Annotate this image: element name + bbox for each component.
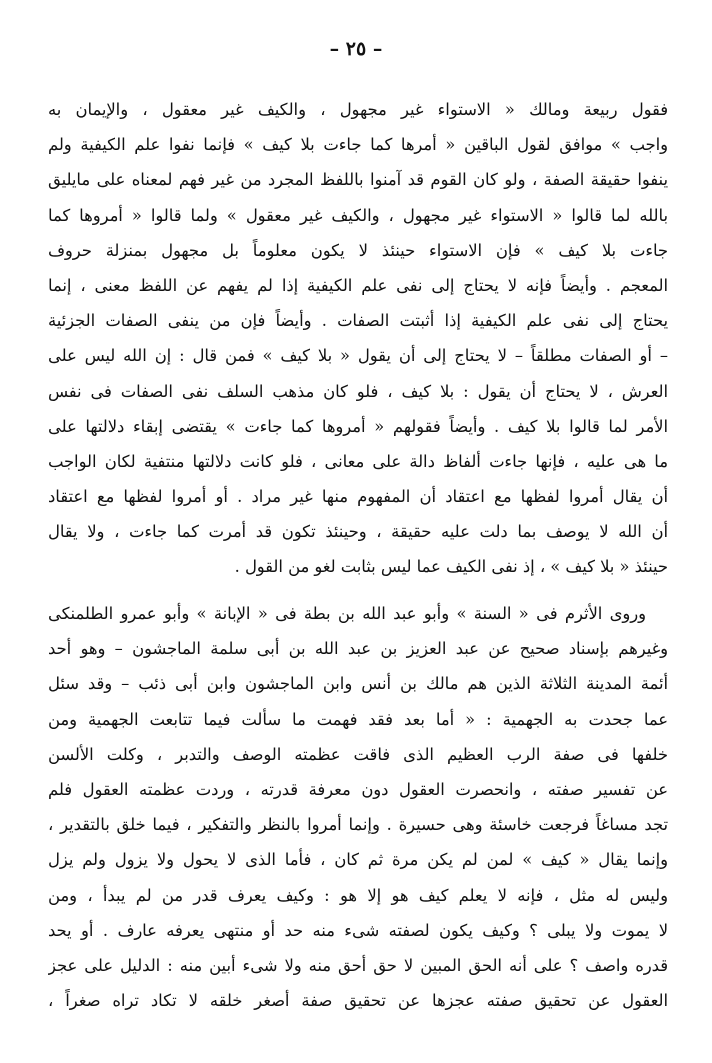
text-line: خلفها فى صفة الرب العظيم الذى فاقت عظمته الوصف والتدبر ، وكلت الألسن [48, 744, 668, 764]
text-line: وغيرهم بإسناد صحيح عن عبد العزيز بن عبد الله بن أبى سلمة الماجشون – وهو أحد [48, 639, 668, 659]
text-line: بالله لما قالوا « الاستواء غير مجهول ، والكيف غير معقول » ولما قالوا « أمروها كما [48, 205, 668, 225]
text-line: المعجم . وأيضاً فإنه لا يحتاج إلى نفى علم الكيفية إذا لم يفهم عن اللفظ معنى ، إنما [48, 275, 668, 295]
page-number: – ٢٥ – [329, 38, 383, 60]
text-line: فقول ربيعة ومالك « الاستواء غير مجهول ، والكيف غير معقول ، والإيمان به [48, 100, 668, 119]
text-line: الأمر لما قالوا بلا كيف . وأيضاً فقولهم « أمروها كما جاءت » يقتضى إبقاء دلالتها على [48, 416, 668, 436]
text-line: وإنما يقال « كيف » لمن لم يكن مرة ثم كان ، فأما الذى لا يحول ولا يزول ولم يزل [48, 850, 668, 870]
text-line: حينئذ « بلا كيف » ، إذ نفى الكيف عما ليس بثابت لغو من القول . [234, 557, 668, 577]
text-line: جاءت بلا كيف » فإن الاستواء حينئذ لا يكون معلوماً بل مجهول بمنزلة حروف [48, 240, 668, 260]
text-line: العقول عن تحقيق صفته عجزها عن تحقيق صفة أصغر خلقه لا تكاد تراه صغراً ، [48, 991, 668, 1011]
text-line: أئمة المدينة الثلاثة الذين هم مالك بن أنس وابن الماجشون وابن أبى ذئب – وقد سئل [48, 674, 668, 694]
text-line: يحتاج إلى نفى علم الكيفية إذا أثبتت الصفات . وأيضاً فإن من ينفى الصفات الجزئية [48, 311, 668, 331]
text-line: العرش ، لا يحتاج أن يقول : بلا كيف ، فلو كان مذهب السلف نفى الصفات فى نفس [48, 381, 668, 401]
text-line: عن تفسير صفته ، وانحصرت العقول دون معرفة قدرته ، وردت عظمته العقول فلم [48, 779, 668, 799]
paragraph-2 [48, 596, 668, 1018]
text-line: وليس له مثل ، فإنه لا يعلم كيف هو إلا هو : وكيف يعرف قدر من لم يبدأ ، ومن [48, 885, 668, 905]
text-line: أن يقال أمروا لفظها مع اعتقاد أن المفهوم منها غير مراد . أو أمروا لفظها مع اعتقاد [48, 487, 668, 507]
text-line: – أو الصفات مطلقاً – لا يحتاج إلى أن يقول « بلا كيف » فمن قال : إن الله ليس على [48, 346, 668, 366]
text-line: وروى الأثرم فى « السنة » وأبو عبد الله بن بطة فى « الإبانة » وأبو عمرو الطلمنكى [48, 604, 646, 623]
text-line: قدره واصف ؟ على أنه الحق المبين لا حق أحق منه ولا شىء أبين منه : الدليل على عجز [48, 955, 668, 975]
text-line: لا يموت ولا يبلى ؟ وكيف يكون لصفته شىء منه حد أو منتهى يعرفه عارف . أو يحد [48, 920, 668, 940]
text-line: تجد مساغاً فرجعت خاسئة وهى حسيرة . وإنما أمروا بالنظر والتفكير ، فيما خلق بالتقدير ، [48, 815, 668, 835]
text-line: ينفوا حقيقة الصفة ، ولو كان القوم قد آمنوا باللفظ المجرد من غير فهم لمعناه على مايليق [48, 170, 668, 190]
text-line: عما جحدت به الجهمية : « أما بعد فقد فهمت ما سألت فيما تتابعت الجهمية ومن [48, 709, 668, 729]
text-line: أن الله لا يوصف بما دلت عليه حقيقة ، وحينئذ تكون قد أمرت كما جاءت ، ولا يقال [48, 522, 668, 542]
paragraph-1 [48, 92, 668, 585]
text-line: واجب » موافق لقول الباقين « أمرها كما جاءت بلا كيف » فإنما نفوا علم الكيفية ولم [48, 135, 668, 155]
text-line: ما هى عليه ، فإنها جاءت ألفاظ دالة على معانى ، فلو كانت دلالتها منتفية لكان الواجب [48, 451, 668, 471]
